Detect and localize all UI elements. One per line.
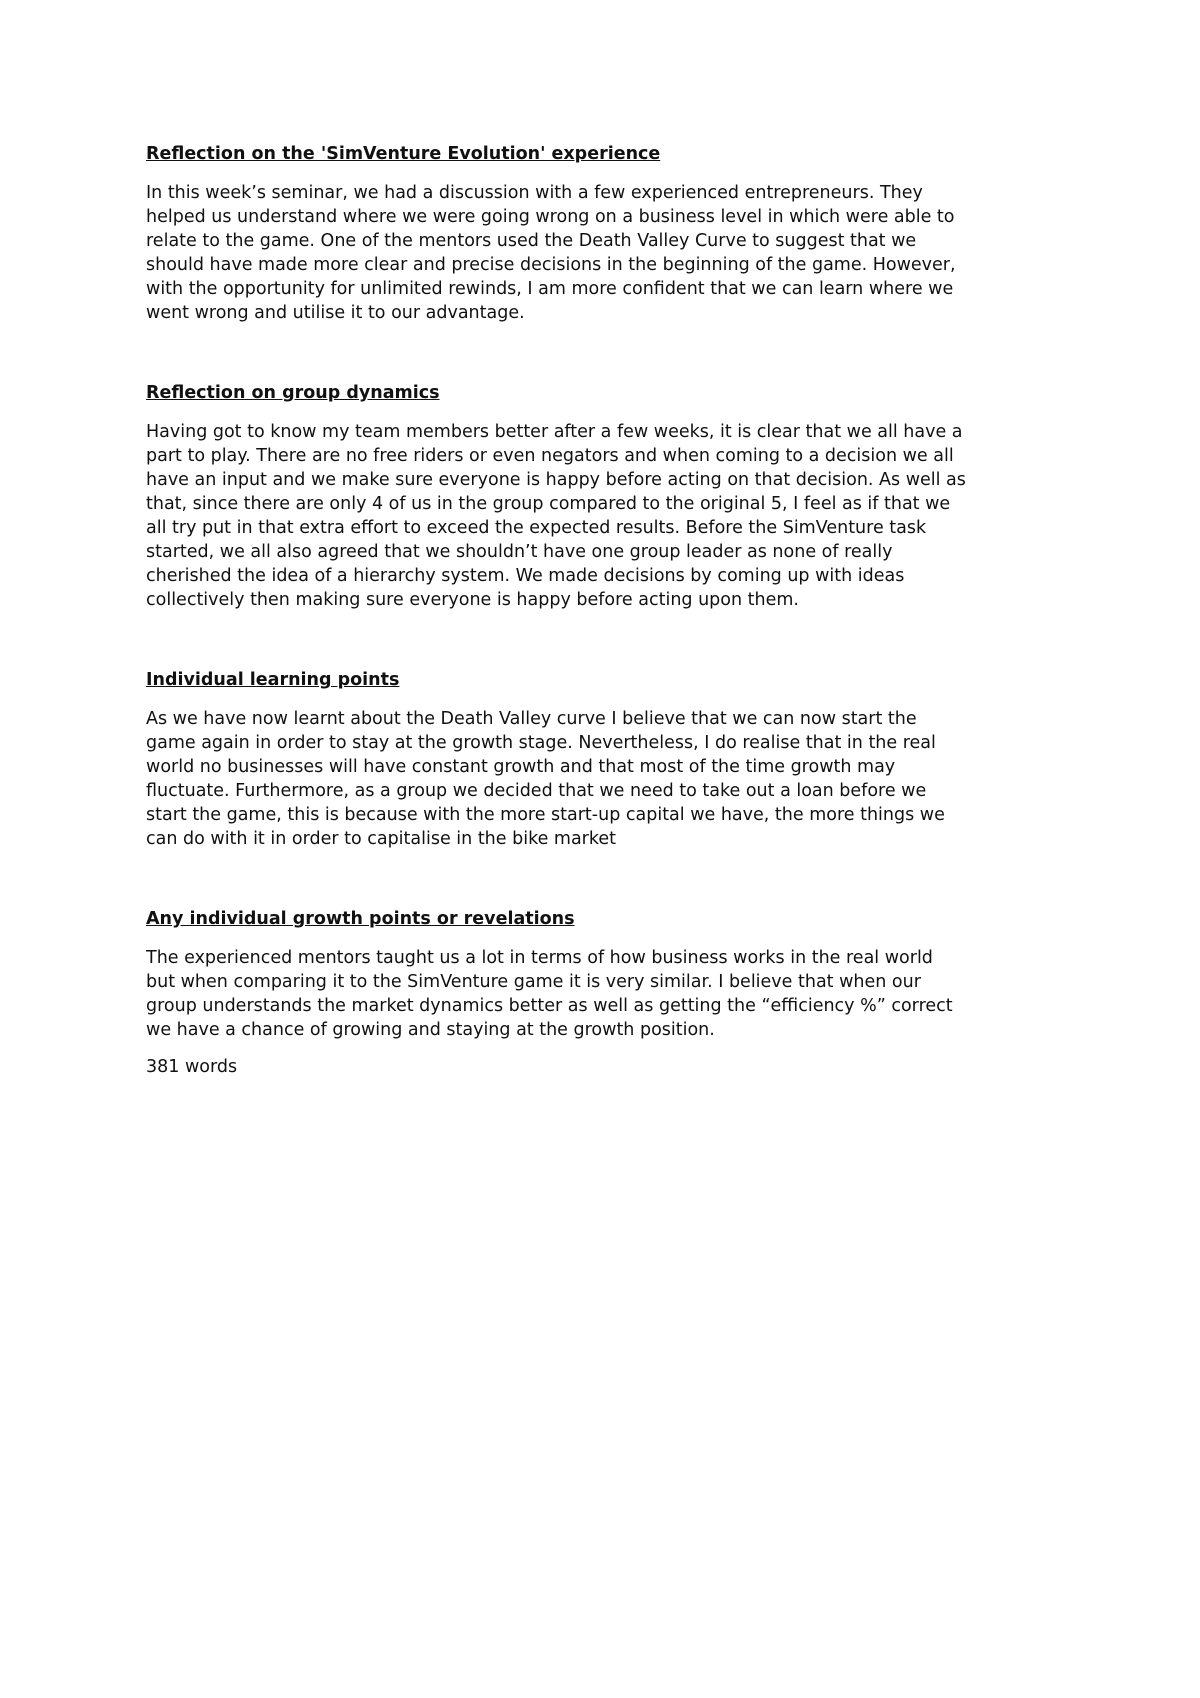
- section-heading: Any individual growth points or revelations: [146, 909, 575, 929]
- section-growth-points: [146, 907, 1026, 1079]
- section-paragraph: In this week’s seminar, we had a discussion with a few experienced entrepreneurs. They helped us understand where we were going wrong on a business level in which were able to relate to the game. One of the mentors used the Death Valley Curve to suggest that we should have made more clear and precise decisions in the beginning of the game. However, with the opportunity for unlimited rewinds, I am more confident that we can learn where we went wrong and utilise it to our advantage.: [146, 183, 956, 323]
- word-count: 381 words: [146, 1057, 238, 1077]
- section-heading: Reflection on the 'SimVenture Evolution' experience: [146, 144, 661, 164]
- section-paragraph: The experienced mentors taught us a lot in terms of how business works in the real world but when comparing it to the SimVenture game it is very similar. I believe that when our group understands the market dynamics better as well as getting the “efficiency %” correct we have a chance of growing and staying at the growth position.: [146, 948, 953, 1040]
- section-heading: Reflection on group dynamics: [146, 383, 440, 403]
- section-paragraph: Having got to know my team members better after a few weeks, it is clear that we all have a part to play. There are no free riders or even negators and when coming to a decision we all have an input and we make sure everyone is happy before acting on that decision. As well as that, since there are only 4 of us in the group compared to the original 5, I feel as if that we all try put in that extra effort to exceed the expected results. Before the SimVenture task started, we all also agreed that we shouldn’t have one group leader as none of really cherished the idea of a hierarchy system. We made decisions by coming up with ideas collectively then making sure everyone is happy before acting upon them.: [146, 422, 966, 610]
- section-paragraph: As we have now learnt about the Death Valley curve I believe that we can now start the game again in order to stay at the growth stage. Nevertheless, I do realise that in the real world no businesses will have constant growth and that most of the time growth may fluctuate. Furthermore, as a group we decided that we need to take out a loan before we start the game, this is because with the more start-up capital we have, the more things we can do with it in order to capitalise in the bike market: [146, 709, 945, 849]
- section-group-dynamics: [146, 381, 1026, 612]
- section-heading: Individual learning points: [146, 670, 400, 690]
- section-simventure-reflection: [146, 142, 1026, 325]
- section-learning-points: [146, 668, 1026, 851]
- document-page: [146, 142, 1026, 1079]
